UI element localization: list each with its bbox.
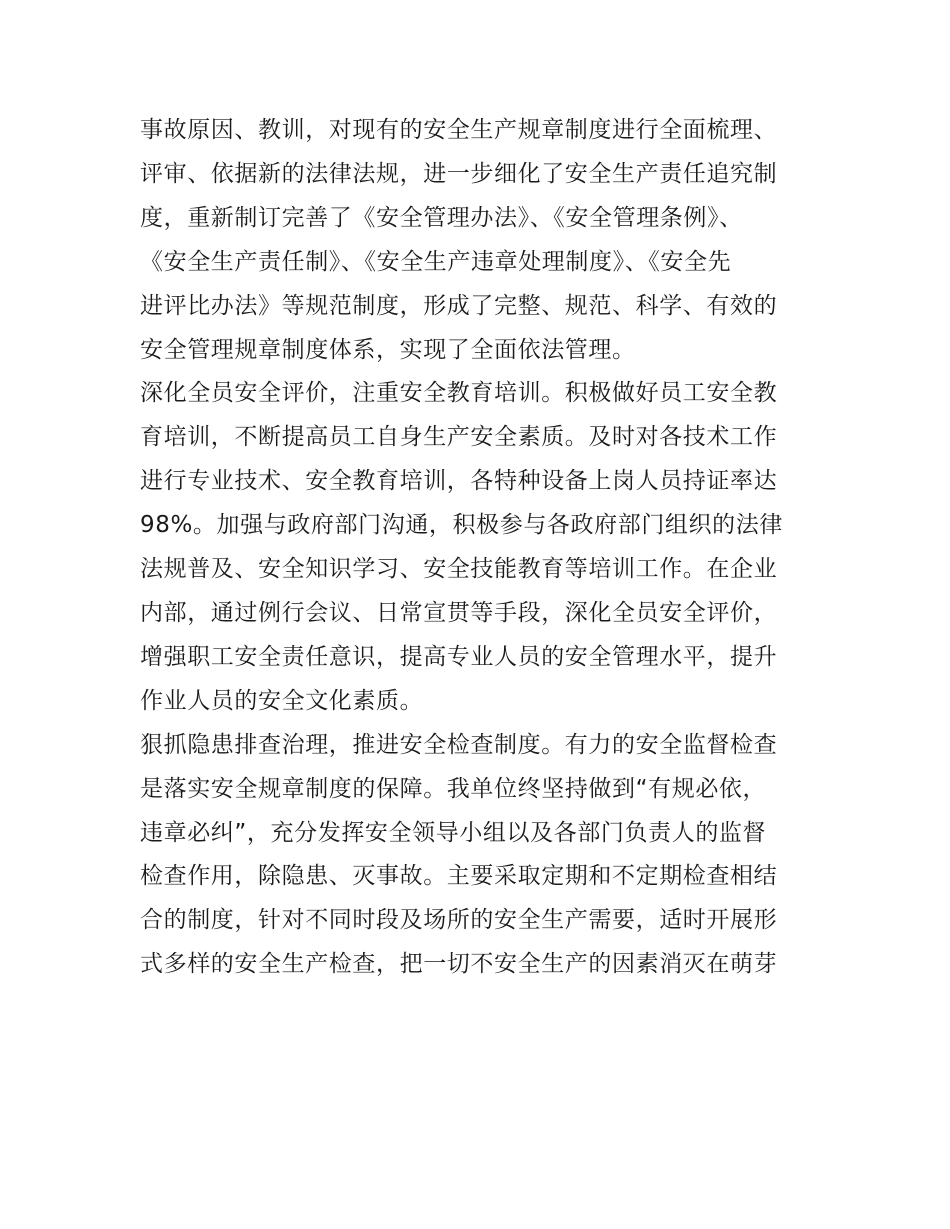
text-line: 安全管理规章制度体系，实现了全面依法管理。 — [140, 336, 636, 363]
text-line: 深化全员安全评价，注重安全教育培训。积极做好员工安全教 — [140, 380, 778, 407]
text-line: 是落实安全规章制度的保障。我单位终坚持做到“有规必依， — [140, 775, 767, 802]
text-line: 进行专业技术、安全教育培训，各特种设备上岗人员持证率达 — [140, 468, 778, 495]
text-line: 进评比办法》等规范制度，形成了完整、规范、科学、有效的 — [140, 292, 778, 319]
text-line: 检查作用，除隐患、灭事故。主要采取定期和不定期检查相结 — [140, 863, 778, 890]
text-line: 评审、依据新的法律法规，进一步细化了安全生产责任追究制 — [140, 160, 778, 187]
text-line: 《安全生产责任制》、《安全生产违章处理制度》、《安全先 — [140, 248, 732, 275]
text-line: 狠抓隐患排查治理，推进安全检查制度。有力的安全监督检查 — [140, 731, 778, 758]
text-line: 式多样的安全生产检查，把一切不安全生产的因素消灭在萌芽 — [140, 951, 778, 978]
text-line: 度，重新制订完善了《安全管理办法》、《安全管理条例》、 — [140, 204, 743, 231]
text-line: 作业人员的安全文化素质。 — [140, 687, 424, 714]
text-line: 法规普及、安全知识学习、安全技能教育等培训工作。在企业 — [140, 556, 778, 583]
text-line: 合的制度，针对不同时段及场所的安全生产需要，适时开展形 — [140, 907, 778, 934]
text-line: 增强职工安全责任意识，提高专业人员的安全管理水平，提升 — [140, 643, 778, 670]
text-line: 98%。加强与政府部门沟通，积极参与各政府部门组织的法律 — [140, 512, 783, 539]
text-line: 育培训，不断提高员工自身生产安全素质。及时对各技术工作 — [140, 424, 778, 451]
document-body — [140, 109, 820, 987]
text-line: 内部，通过例行会议、日常宣贯等手段，深化全员安全评价， — [140, 599, 778, 626]
text-line: 违章必纠”，充分发挥安全领导小组以及各部门负责人的监督 — [140, 819, 767, 846]
text-line: 事故原因、教训，对现有的安全生产规章制度进行全面梳理、 — [140, 117, 778, 143]
